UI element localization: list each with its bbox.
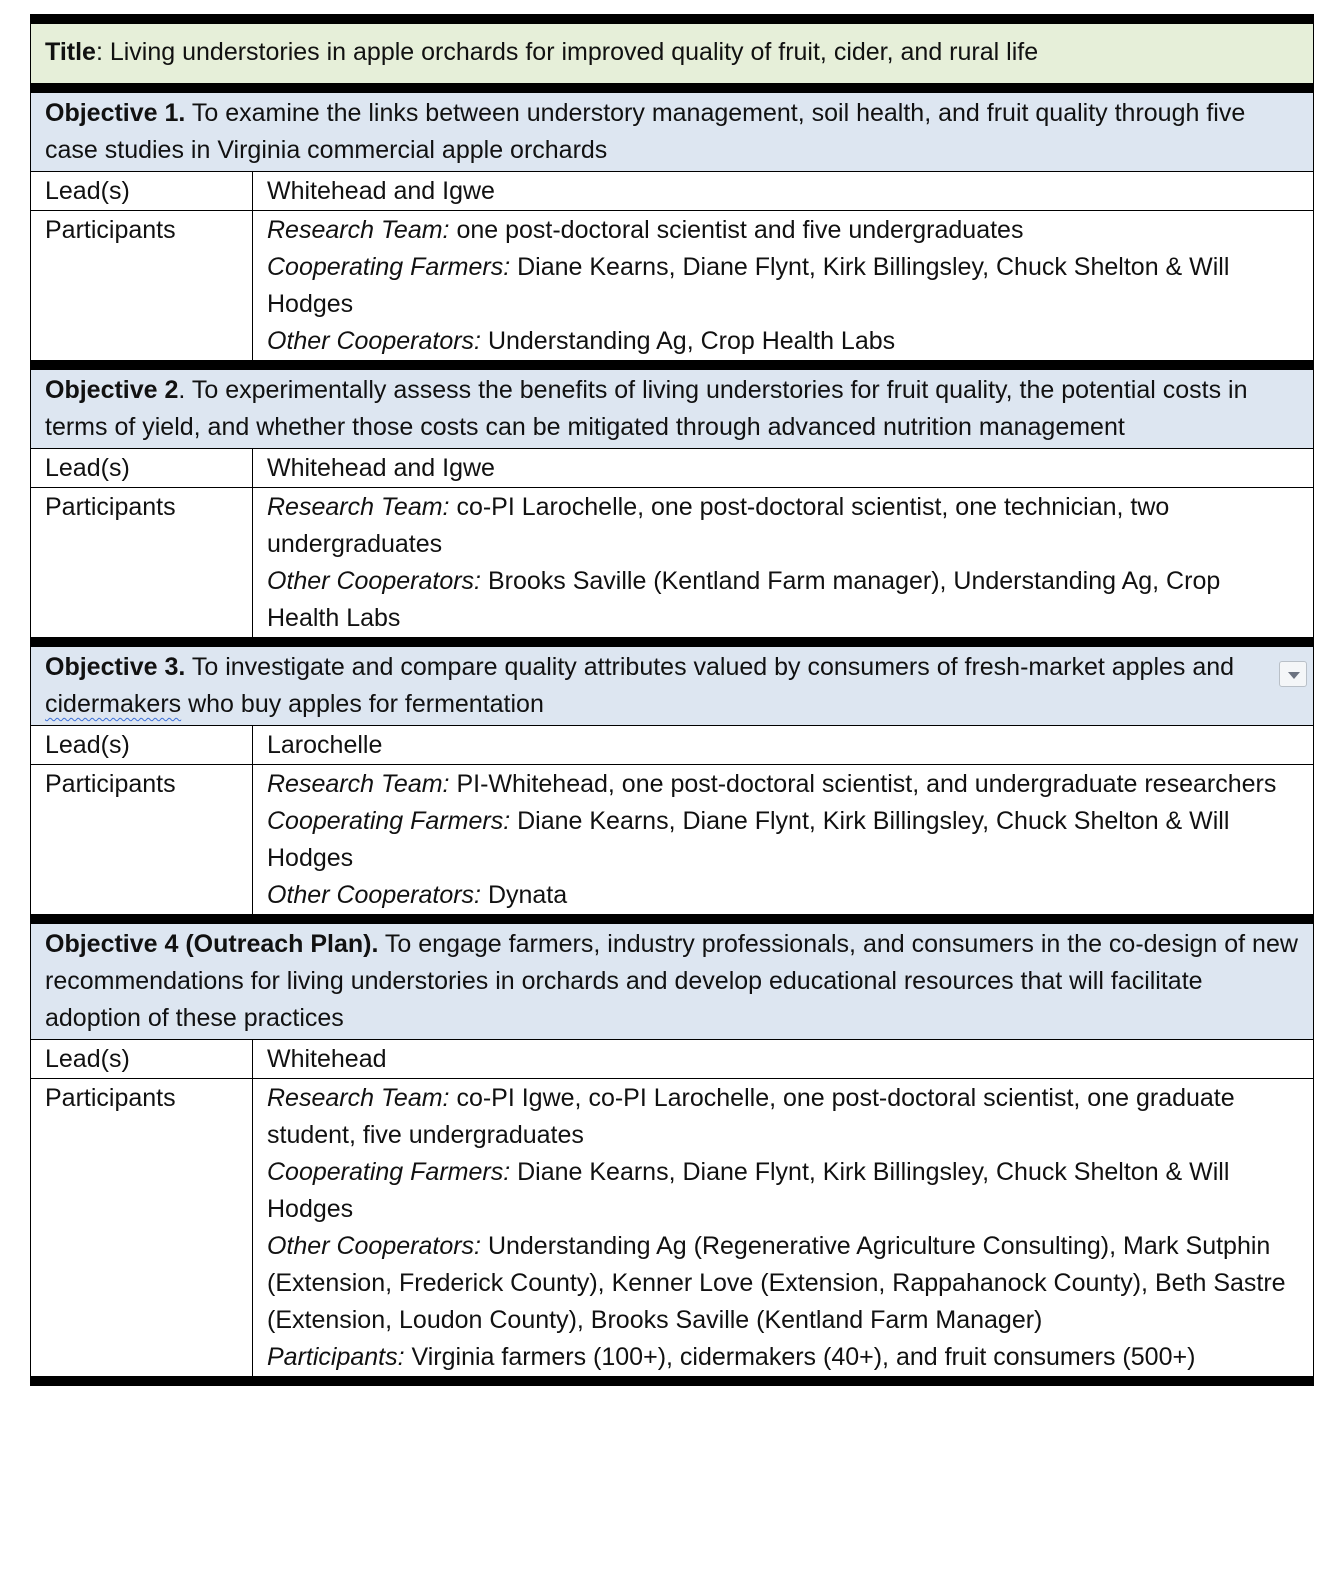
objective-1-participants-label[interactable]: Participants bbox=[31, 211, 253, 366]
participant-role: Cooperating Farmers: bbox=[267, 807, 511, 835]
objective-2-heading: Objective 2 bbox=[45, 376, 179, 404]
title-row bbox=[31, 19, 1314, 88]
participant-text: Diane Kearns, Diane Flynt, Kirk Billingsley, Chuck Shelton & Will Hodges bbox=[267, 253, 1230, 318]
participant-role: Research Team: bbox=[267, 493, 450, 521]
objective-4-participants-row bbox=[31, 1079, 1314, 1382]
objective-3-participants-value[interactable] bbox=[253, 765, 1314, 920]
participant-line bbox=[267, 803, 1299, 877]
participant-line bbox=[267, 1080, 1299, 1154]
participant-text: Understanding Ag (Regenerative Agriculture Consulting), Mark Sutphin (Extension, Frederick County), Kenner Love (Extension, Rappahanock County), Beth Sastre (Extension, Loudon County), Brooks Saville (Kentland Farm Manager) bbox=[267, 1232, 1286, 1334]
participant-text: Brooks Saville (Kentland Farm manager), Understanding Ag, Crop Health Labs bbox=[267, 567, 1221, 632]
objective-1-heading: Objective 1. bbox=[45, 99, 186, 127]
participant-line bbox=[267, 1339, 1299, 1376]
objective-3-participants-row bbox=[31, 765, 1314, 920]
objective-3-participants-label[interactable]: Participants bbox=[31, 765, 253, 920]
spellcheck-flagged-word[interactable]: cidermakers bbox=[45, 690, 182, 718]
objective-1-participants-row bbox=[31, 211, 1314, 366]
title-label: Title bbox=[45, 38, 96, 66]
participant-line bbox=[267, 766, 1299, 803]
document-page bbox=[30, 14, 1313, 1386]
participant-line bbox=[267, 877, 1299, 914]
participant-line bbox=[267, 1154, 1299, 1228]
objective-4-leads-label[interactable]: Lead(s) bbox=[31, 1040, 253, 1079]
objective-1-cell[interactable] bbox=[31, 88, 1314, 172]
participant-role: Other Cooperators: bbox=[267, 881, 481, 909]
participant-text: Understanding Ag, Crop Health Labs bbox=[481, 327, 896, 355]
objective-4-leads-value[interactable]: Whitehead bbox=[253, 1040, 1314, 1079]
objective-3-text-end: who buy apples for fermentation bbox=[181, 690, 544, 718]
objective-4-cell[interactable] bbox=[31, 919, 1314, 1040]
objective-2-leads-label[interactable]: Lead(s) bbox=[31, 449, 253, 488]
objective-1-row bbox=[31, 88, 1314, 172]
objective-3-text: To investigate and compare quality attributes valued by consumers of fresh-market apples and bbox=[185, 653, 1235, 681]
objective-4-heading: Objective 4 (Outreach Plan). bbox=[45, 930, 379, 958]
participant-line bbox=[267, 563, 1299, 637]
participant-line bbox=[267, 323, 1299, 360]
objective-3-cell[interactable] bbox=[31, 642, 1314, 726]
objective-1-text: To examine the links between understory management, soil health, and fruit quality through five case studies in Virginia commercial apple orchards bbox=[45, 99, 1246, 164]
participant-text: one post-doctoral scientist and five undergraduates bbox=[449, 216, 1024, 244]
participant-role: Cooperating Farmers: bbox=[267, 253, 511, 281]
objective-2-participants-row bbox=[31, 488, 1314, 643]
participant-role: Research Team: bbox=[267, 770, 450, 798]
objective-4-text: To engage farmers, industry professionals, and consumers in the co-design of new recommendations for living understories in orchards and develop educational resources that will facilitate adoption of these practices bbox=[45, 930, 1298, 1032]
title-cell[interactable] bbox=[31, 19, 1314, 88]
objective-2-row bbox=[31, 365, 1314, 449]
participant-text: Diane Kearns, Diane Flynt, Kirk Billingsley, Chuck Shelton & Will Hodges bbox=[267, 807, 1230, 872]
objective-3-leads-row bbox=[31, 726, 1314, 765]
participant-role: Other Cooperators: bbox=[267, 1232, 481, 1260]
objective-3-leads-label[interactable]: Lead(s) bbox=[31, 726, 253, 765]
participant-text: co-PI Igwe, co-PI Larochelle, one post-doctoral scientist, one graduate student, five undergraduates bbox=[267, 1084, 1235, 1149]
participant-line bbox=[267, 489, 1299, 563]
objective-2-participants-label[interactable]: Participants bbox=[31, 488, 253, 643]
objective-2-leads-row bbox=[31, 449, 1314, 488]
objective-3-heading: Objective 3. bbox=[45, 653, 186, 681]
participant-role: Research Team: bbox=[267, 1084, 450, 1112]
participant-role: Cooperating Farmers: bbox=[267, 1158, 511, 1186]
participant-line bbox=[267, 212, 1299, 249]
objective-3-paragraph bbox=[45, 649, 1299, 723]
participant-line bbox=[267, 1228, 1299, 1339]
participant-role: Participants: bbox=[267, 1343, 405, 1371]
objective-2-participants-value[interactable] bbox=[253, 488, 1314, 643]
objective-1-participants-value[interactable] bbox=[253, 211, 1314, 366]
participant-text: co-PI Larochelle, one post-doctoral scientist, one technician, two undergraduates bbox=[267, 493, 1170, 558]
objective-4-participants-label[interactable]: Participants bbox=[31, 1079, 253, 1382]
objective-1-leads-label[interactable]: Lead(s) bbox=[31, 172, 253, 211]
participant-text: Virginia farmers (100+), cidermakers (40+), and fruit consumers (500+) bbox=[404, 1343, 1196, 1371]
participant-role: Other Cooperators: bbox=[267, 567, 481, 595]
participant-text: Diane Kearns, Diane Flynt, Kirk Billingsley, Chuck Shelton & Will Hodges bbox=[267, 1158, 1230, 1223]
objective-2-cell[interactable] bbox=[31, 365, 1314, 449]
objective-3-row bbox=[31, 642, 1314, 726]
objective-1-leads-value[interactable]: Whitehead and Igwe bbox=[253, 172, 1314, 211]
participant-role: Other Cooperators: bbox=[267, 327, 481, 355]
objective-2-text: . To experimentally assess the benefits of living understories for fruit quality, the potential costs in terms of yield, and whether those costs can be mitigated through advanced nutrition management bbox=[45, 376, 1248, 441]
title-text: : Living understories in apple orchards for improved quality of fruit, cider, and rural life bbox=[95, 38, 1039, 66]
objective-4-participants-value[interactable] bbox=[253, 1079, 1314, 1382]
participant-text: PI-Whitehead, one post-doctoral scientist, and undergraduate researchers bbox=[449, 770, 1277, 798]
objective-4-leads-row bbox=[31, 1040, 1314, 1079]
objective-4-row bbox=[31, 919, 1314, 1040]
participant-text: Dynata bbox=[481, 881, 568, 909]
participant-line bbox=[267, 249, 1299, 323]
participant-role: Research Team: bbox=[267, 216, 450, 244]
objective-2-leads-value[interactable]: Whitehead and Igwe bbox=[253, 449, 1314, 488]
objective-1-leads-row bbox=[31, 172, 1314, 211]
objective-3-leads-value[interactable]: Larochelle bbox=[253, 726, 1314, 765]
project-table bbox=[30, 14, 1314, 1386]
dropdown-arrow-icon[interactable] bbox=[1279, 661, 1307, 687]
